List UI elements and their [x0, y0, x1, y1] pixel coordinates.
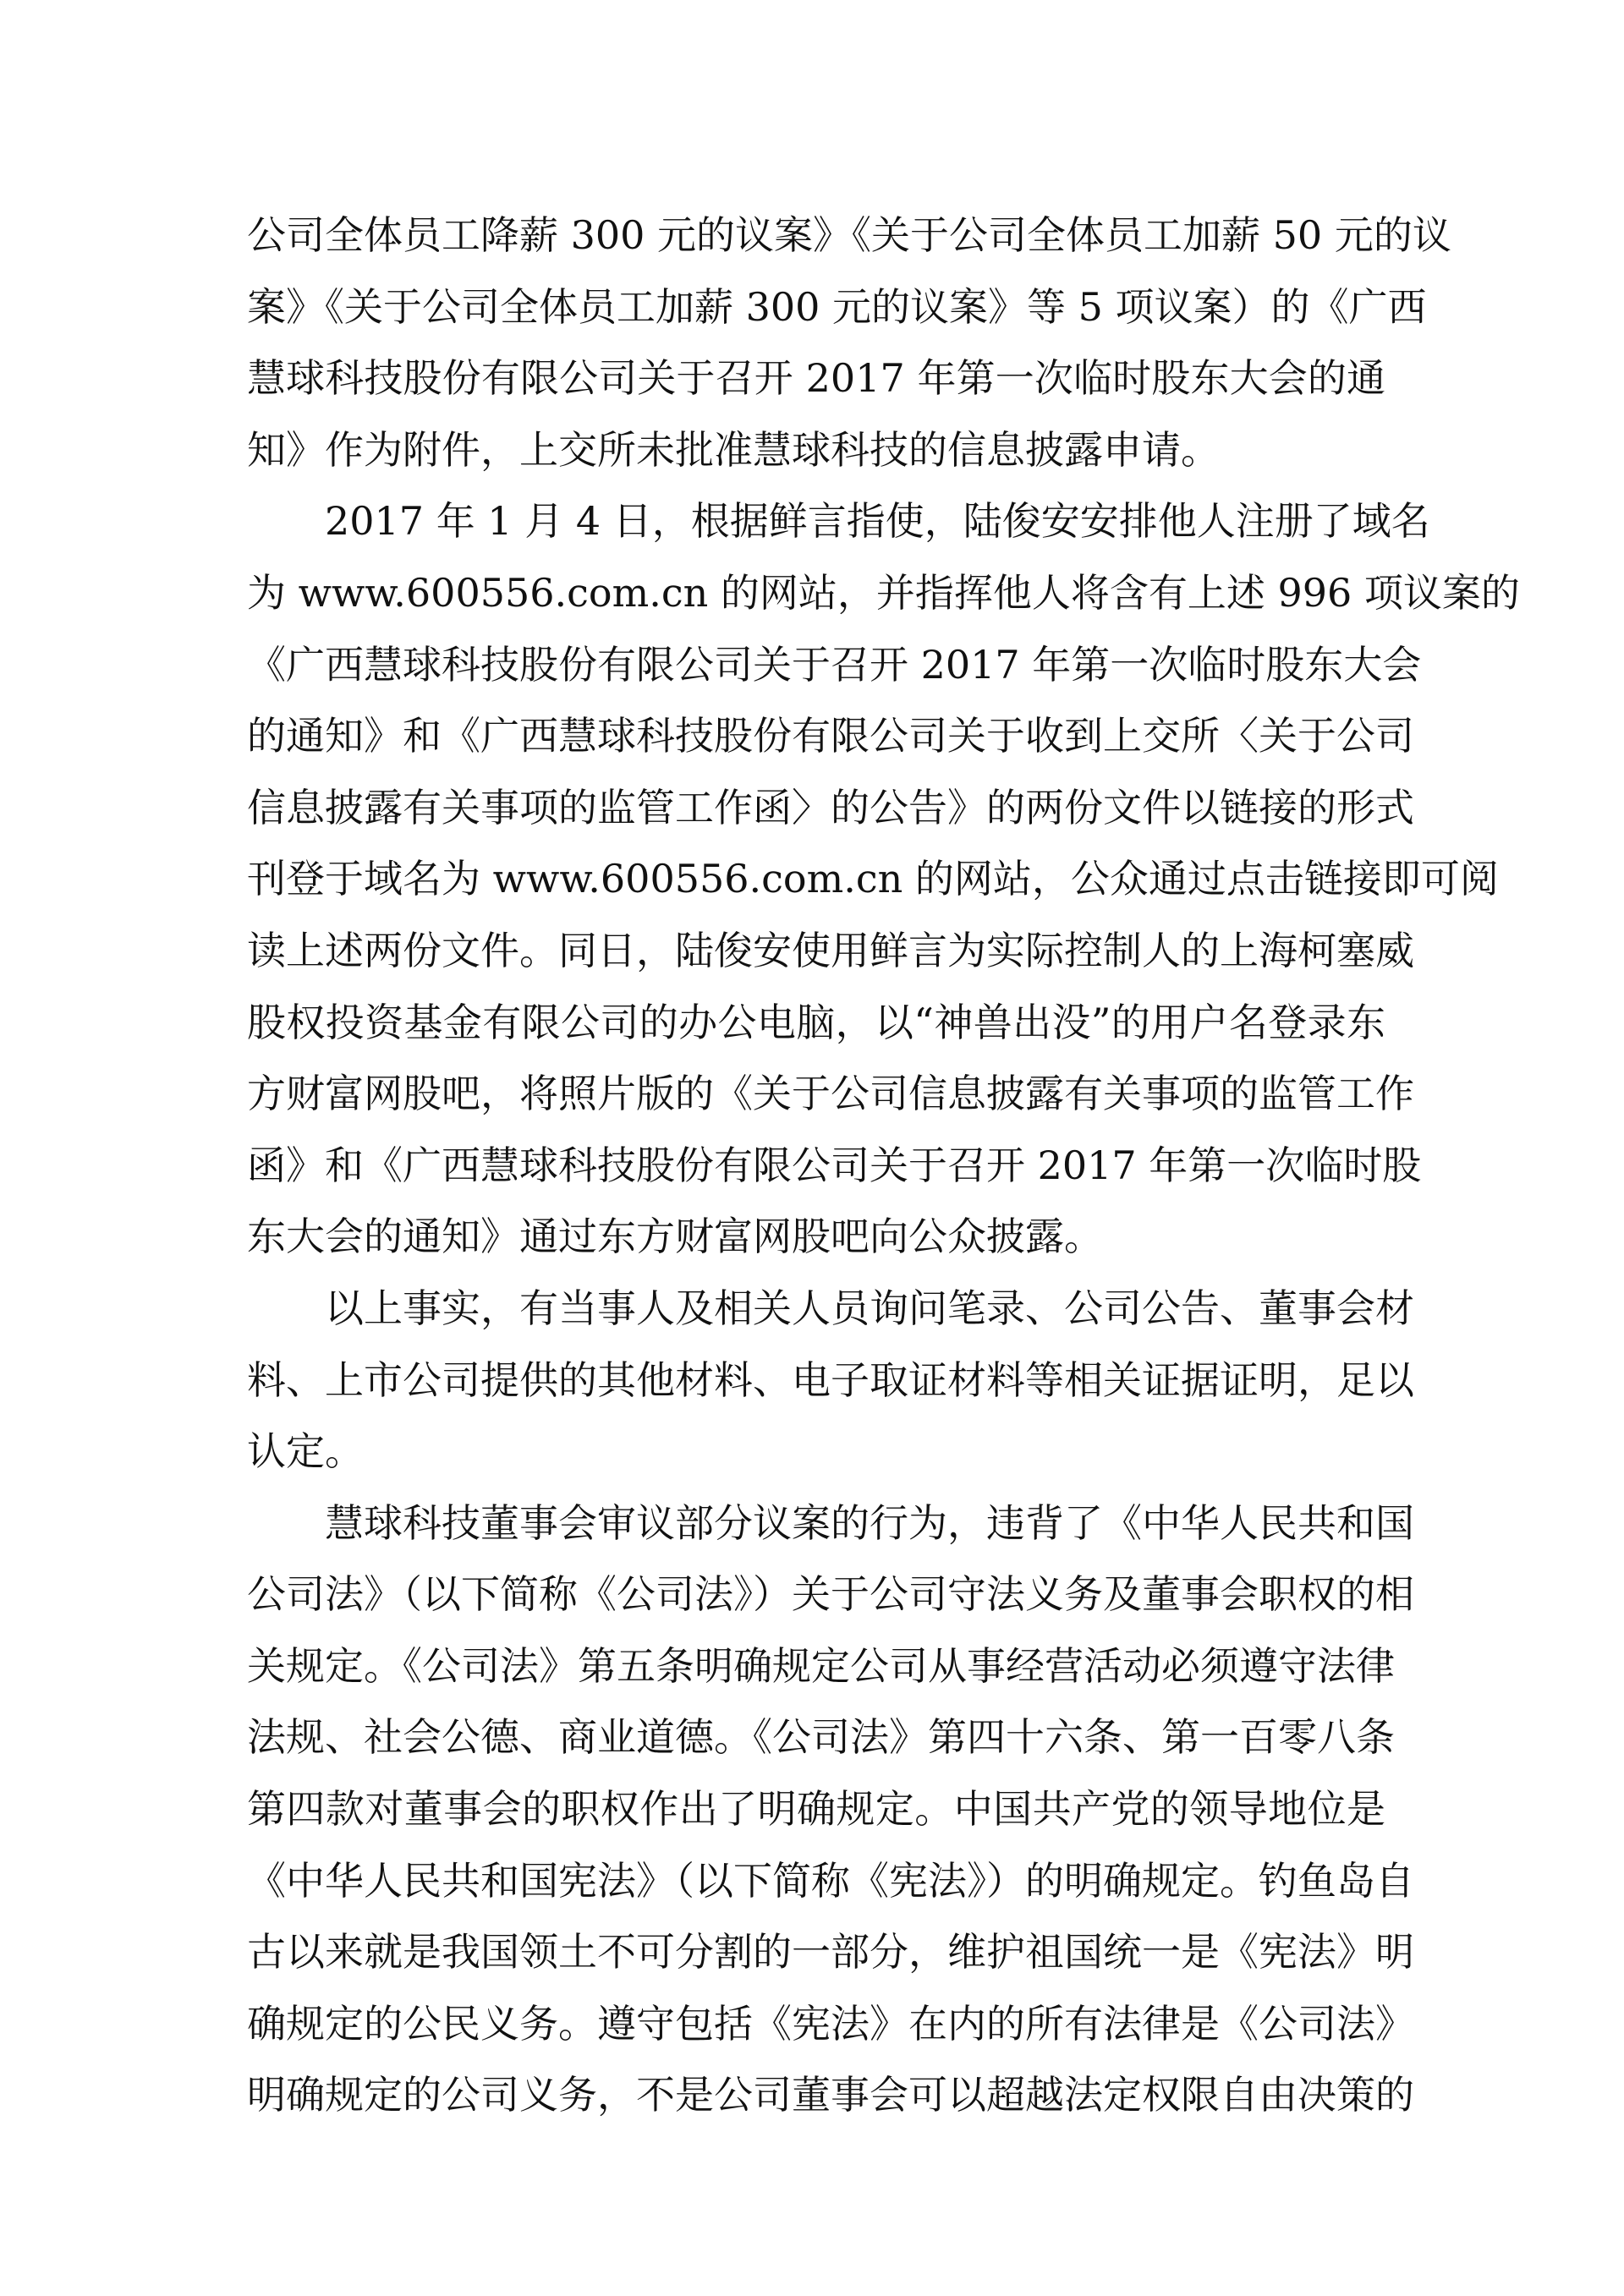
text-line: 方财富网股吧，将照片版的《关于公司信息披露有关事项的监管工作	[247, 1071, 1414, 1117]
text-line: 知》作为附件，上交所未批准慧球科技的信息披露申请。	[247, 426, 1220, 473]
document-page	[247, 200, 1520, 2131]
text-line: 股权投资基金有限公司的办公电脑，以“神兽出没”的用户名登录东	[247, 999, 1385, 1045]
text-line: 《中华人民共和国宪法》（以下简称《宪法》）的明确规定。钓鱼岛自	[247, 1857, 1414, 1904]
text-line: 的通知》和《广西慧球科技股份有限公司关于收到上交所〈关于公司	[247, 713, 1414, 759]
paragraph	[247, 1273, 1414, 1488]
text-line: 读上述两份文件。同日，陆俊安使用鲜言为实际控制人的上海柯塞威	[247, 927, 1414, 973]
text-line: 东大会的通知》通过东方财富网股吧向公众披露。	[247, 1214, 1103, 1260]
paragraph	[247, 1488, 1414, 2131]
text-line: 函》和《广西慧球科技股份有限公司关于召开 2017 年第一次临时股	[247, 1142, 1422, 1188]
text-line: 信息披露有关事项的监管工作函〉的公告》的两份文件以链接的形式	[247, 784, 1414, 830]
text-line: 2017 年 1 月 4 日，根据鲜言指使，陆俊安安排他人注册了域名	[325, 498, 1430, 545]
text-line: 慧球科技董事会审议部分议案的行为，违背了《中华人民共和国	[325, 1499, 1414, 1546]
text-line: 以上事实，有当事人及相关人员询问笔录、公司公告、董事会材	[325, 1285, 1414, 1331]
text-line: 公司全体员工降薪 300 元的议案》《关于公司全体员工加薪 50 元的议	[247, 212, 1451, 258]
paragraph	[247, 200, 1451, 485]
text-line: 慧球科技股份有限公司关于召开 2017 年第一次临时股东大会的通	[247, 355, 1385, 402]
text-line: 明确规定的公司义务，不是公司董事会可以超越法定权限自由决策的	[247, 2072, 1414, 2118]
text-line: 古以来就是我国领土不可分割的一部分，维护祖国统一是《宪法》明	[247, 1929, 1414, 1975]
text-line: 案》《关于公司全体员工加薪 300 元的议案》等 5 项议案）的《广西	[247, 283, 1427, 330]
text-line: 为 www.600556.com.cn 的网站，并指挥他人将含有上述 996 项议案的	[247, 569, 1520, 616]
text-line: 法规、社会公德、商业道德。《公司法》第四十六条、第一百零八条	[247, 1714, 1395, 1761]
text-line: 公司法》（以下简称《公司法》）关于公司守法义务及董事会职权的相	[247, 1571, 1414, 1618]
text-line: 第四款对董事会的职权作出了明确规定。中国共产党的领导地位是	[247, 1786, 1385, 1833]
text-line: 认定。	[247, 1428, 364, 1475]
text-line: 料、上市公司提供的其他材料、电子取证材料等相关证据证明，足以	[247, 1356, 1414, 1403]
text-line: 确规定的公民义务。遵守包括《宪法》在内的所有法律是《公司法》	[247, 2000, 1414, 2047]
text-line: 刊登于域名为 www.600556.com.cn 的网站，公众通过点击链接即可阅	[247, 856, 1499, 902]
text-line: 关规定。《公司法》第五条明确规定公司从事经营活动必须遵守法律	[247, 1642, 1395, 1689]
paragraph	[247, 485, 1520, 1273]
text-line: 《广西慧球科技股份有限公司关于召开 2017 年第一次临时股东大会	[247, 641, 1422, 688]
